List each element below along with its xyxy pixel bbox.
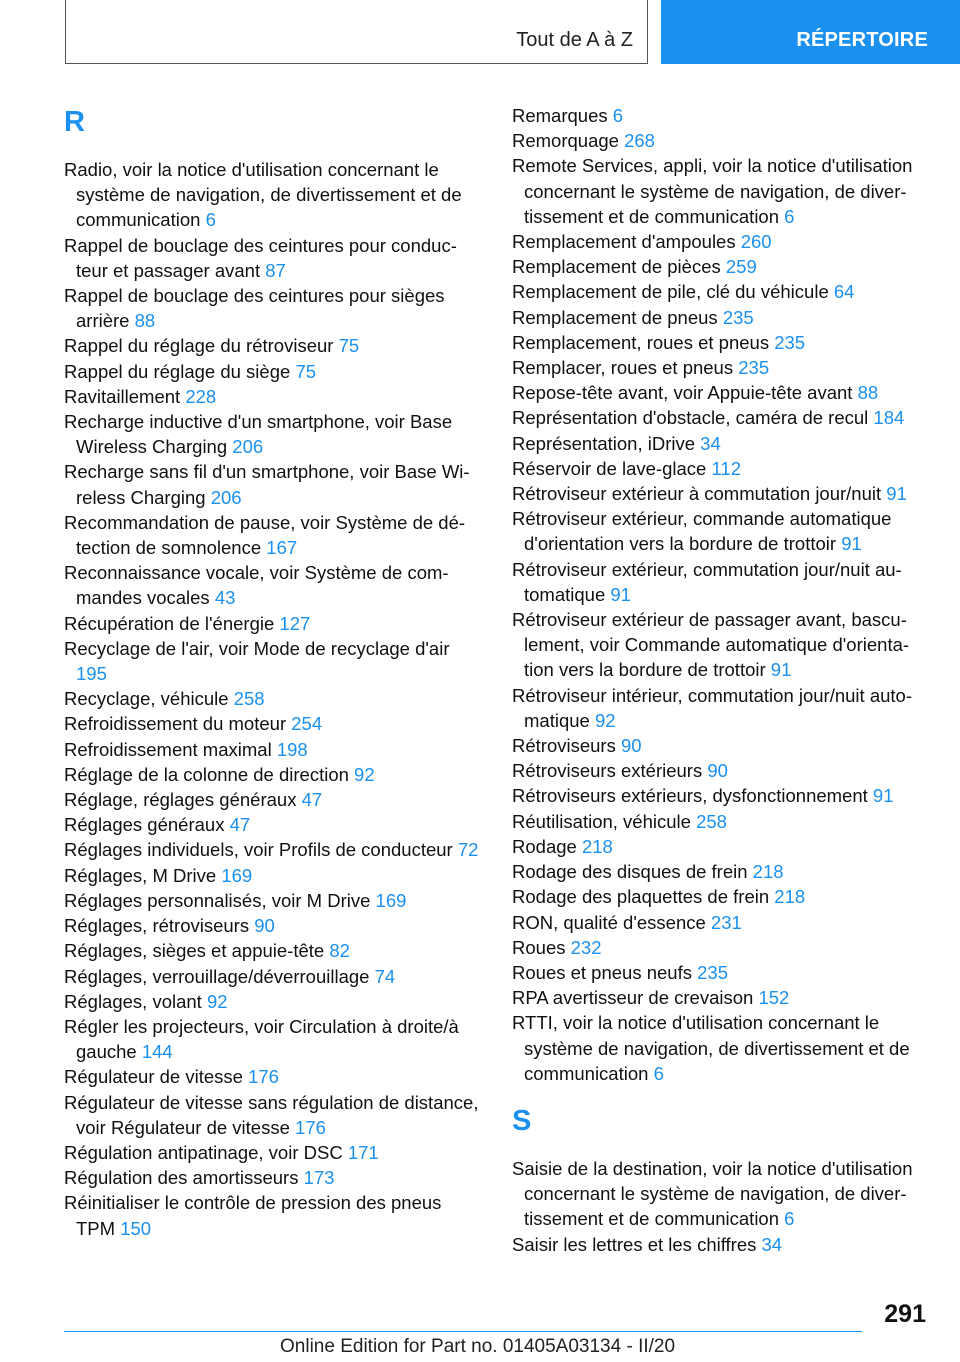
index-entry — [64, 1014, 482, 1064]
index-entry — [64, 359, 482, 384]
index-entry — [512, 279, 928, 304]
page-reference-link[interactable]: 6 — [205, 209, 216, 231]
page-reference-link[interactable]: 90 — [254, 915, 275, 937]
index-entry — [64, 888, 482, 913]
page-reference-link[interactable]: 268 — [624, 130, 655, 152]
page-reference-link[interactable]: 169 — [375, 889, 407, 911]
index-entry-text: Rodage des plaquettes de frein — [512, 886, 770, 908]
page-reference-link[interactable]: 152 — [758, 987, 790, 1009]
page-reference-link[interactable]: 150 — [120, 1217, 152, 1239]
index-entry-text: Réglages, rétroviseurs — [64, 915, 250, 937]
index-entry-text: Réglages personnalisés, voir M Drive — [64, 889, 371, 911]
index-entry — [64, 812, 482, 837]
index-entry — [512, 254, 928, 279]
index-entry-text: Rétroviseur extérieur, commande automatique d'orientation vers la bordure de trottoir — [512, 508, 892, 555]
page-reference-link[interactable]: 169 — [221, 864, 253, 886]
index-entry — [64, 384, 482, 409]
index-entry-text: Remarques — [512, 105, 608, 126]
index-entry-text: Remplacement de pièces — [512, 256, 721, 278]
index-entry — [512, 431, 928, 456]
page-reference-link[interactable]: 82 — [329, 940, 350, 962]
index-entry-text: Réglages, volant — [64, 990, 202, 1012]
index-entry — [64, 409, 482, 459]
index-entry — [512, 1156, 928, 1232]
index-entry — [512, 683, 928, 733]
index-entry-text: Régulateur de vitesse sans régulation de distance, voir Régulateur de vitesse — [64, 1091, 479, 1138]
index-entry-text: Réglages individuels, voir Profils de conducteur — [64, 839, 453, 861]
index-entry-text: Réutilisation, véhicule — [512, 810, 691, 832]
page-reference-link[interactable]: 235 — [697, 961, 729, 983]
index-entry — [64, 283, 482, 333]
index-entry-text: Représentation, iDrive — [512, 432, 696, 454]
index-entry-text: Représentation d'obstacle, caméra de recul — [512, 407, 869, 429]
footer-divider — [64, 1331, 862, 1332]
page-reference-link[interactable]: 127 — [279, 612, 311, 634]
page-reference-link[interactable]: 231 — [710, 911, 742, 933]
page-reference-link[interactable]: 195 — [76, 663, 107, 685]
index-entry — [64, 510, 482, 560]
index-entry-text: Rétroviseur extérieur de passager avant, basculement, voir Commande automatique d'orientation vers la bordure de trottoir — [512, 609, 910, 681]
index-entry — [512, 305, 928, 330]
index-entry-text: Réglages, M Drive — [64, 864, 217, 886]
index-entry — [64, 989, 482, 1014]
page-reference-link[interactable]: 92 — [206, 990, 228, 1012]
index-entry-text: Réglages, sièges et appuie-tête — [64, 940, 325, 962]
index-entry — [512, 506, 928, 556]
index-entry-text: Rétroviseur intérieur, commutation jour/nuit automatique — [512, 684, 913, 731]
index-entry-text: Roues — [512, 936, 566, 958]
tab-index-label: Tout de A à Z — [516, 29, 633, 51]
index-entry-text: Récupération de l'énergie — [64, 612, 275, 634]
page-reference-link[interactable]: 254 — [291, 713, 323, 735]
index-entry — [512, 229, 928, 254]
index-entry — [512, 1010, 928, 1086]
index-entry-text: Rappel de bouclage des ceintures pour sièges arrière — [64, 285, 445, 332]
index-entry — [512, 330, 928, 355]
index-entry-text: Réinitialiser le contrôle de pression des pneus TPM — [64, 1192, 442, 1239]
tab-repertoire-label: RÉPERTOIRE — [796, 29, 928, 51]
index-entry — [64, 737, 482, 762]
index-entry-text: Rodage des disques de frein — [512, 861, 748, 883]
page-reference-link[interactable]: 91 — [610, 583, 631, 605]
index-entry — [512, 355, 928, 380]
index-entry — [64, 863, 482, 888]
page-reference-link[interactable]: 171 — [347, 1141, 379, 1163]
page-reference-link[interactable]: 90 — [620, 735, 642, 757]
index-column-left — [64, 103, 482, 1241]
index-entry — [512, 481, 928, 506]
index-entry-text: Radio, voir la notice d'utilisation concernant le système de navigation, de divertissement et de communication — [64, 159, 462, 231]
index-entry-text: Réglage, réglages généraux — [64, 789, 297, 811]
index-entry-text: RON, qualité d'essence — [512, 911, 706, 933]
index-entry — [64, 1190, 482, 1240]
index-entry-text: RPA avertisseur de crevaison — [512, 987, 754, 1009]
page-reference-link[interactable]: 74 — [374, 965, 396, 987]
page-reference-link[interactable]: 176 — [248, 1066, 279, 1088]
page-reference-link[interactable]: 206 — [210, 486, 242, 508]
page-reference-link[interactable]: 47 — [229, 814, 251, 836]
index-entry — [64, 459, 482, 509]
page-reference-link[interactable]: 235 — [738, 357, 770, 379]
index-entry-text: Recyclage, véhicule — [64, 688, 229, 710]
page-reference-link[interactable]: 112 — [711, 457, 741, 479]
index-entry — [64, 964, 482, 989]
index-entry — [64, 837, 482, 862]
index-entry — [512, 103, 928, 128]
index-entry — [64, 762, 482, 787]
page-reference-link[interactable]: 6 — [653, 1062, 664, 1084]
index-entry-text: Rétroviseurs extérieurs, dysfonctionnement — [512, 785, 868, 807]
index-entry — [64, 1090, 482, 1140]
index-entry-text: Saisie de la destination, voir la notice d'utilisation concernant le système de navigation, de divertissement et de communication — [512, 1157, 913, 1230]
page-reference-link[interactable]: 218 — [581, 835, 613, 857]
page-reference-link[interactable]: 6 — [784, 205, 795, 227]
footer-edition: Online Edition for Part no. 01405A03134 - II/20 — [280, 1336, 676, 1357]
index-entry — [512, 884, 928, 909]
index-entry — [512, 380, 928, 405]
index-entry-text: Réservoir de lave-glace — [512, 457, 707, 479]
page-reference-link[interactable]: 91 — [770, 659, 792, 681]
index-list-s — [512, 1156, 928, 1257]
index-entry — [512, 1232, 928, 1257]
index-entry — [64, 938, 482, 963]
page-reference-link[interactable]: 90 — [707, 760, 728, 782]
index-entry — [512, 733, 928, 758]
page-reference-link[interactable]: 173 — [303, 1167, 335, 1189]
index-entry — [64, 157, 482, 233]
index-entry-text: Rodage — [512, 835, 577, 857]
section-letter-s: S — [512, 1104, 532, 1137]
page-reference-link[interactable]: 34 — [761, 1233, 783, 1255]
index-entry — [512, 607, 928, 683]
page-reference-link[interactable]: 47 — [301, 789, 323, 811]
page-reference-link[interactable]: 91 — [841, 533, 862, 555]
page-reference-link[interactable]: 75 — [295, 360, 317, 382]
index-entry-text: Rappel de bouclage des ceintures pour conducteur et passager avant — [64, 234, 457, 281]
index-entry — [512, 935, 928, 960]
index-entry — [64, 787, 482, 812]
index-entry — [512, 859, 928, 884]
index-entry-text: Recharge sans fil d'un smartphone, voir Base Wireless Charging — [64, 461, 470, 508]
page-reference-link[interactable]: 72 — [457, 839, 479, 861]
index-entry — [512, 985, 928, 1010]
index-entry — [512, 758, 928, 783]
index-entry-text: Refroidissement maximal — [64, 738, 272, 760]
index-entry — [512, 910, 928, 935]
index-entry-text: Saisir les lettres et les chiffres — [512, 1233, 757, 1255]
index-column-right — [512, 103, 928, 1257]
page-number: 291 — [884, 1300, 926, 1328]
index-entry-text: Rétroviseurs — [512, 735, 616, 757]
page-reference-link[interactable]: 6 — [784, 1208, 795, 1230]
index-entry-text: Remorquage — [512, 130, 619, 152]
index-entry-text: Remplacement, roues et pneus — [512, 331, 770, 353]
index-entry-text: Régler les projecteurs, voir Circulation à droite/à gauche — [64, 1015, 459, 1063]
index-entry — [64, 1064, 482, 1089]
index-entry-text: Rappel du réglage du siège — [64, 360, 291, 382]
page-reference-link[interactable]: 258 — [696, 810, 727, 832]
page-reference-link[interactable]: 92 — [594, 709, 616, 731]
page-reference-link[interactable]: 218 — [752, 861, 784, 883]
index-entry-text: Refroidissement du moteur — [64, 713, 287, 735]
page-reference-link[interactable]: 34 — [700, 432, 721, 454]
index-entry-text: Reconnaissance vocale, voir Système de commandes vocales — [64, 562, 449, 609]
page-reference-link[interactable]: 88 — [134, 310, 156, 332]
index-entry-text: Ravitaillement — [64, 385, 181, 407]
page-reference-link[interactable]: 88 — [857, 382, 879, 404]
index-entry-text: RTTI, voir la notice d'utilisation concernant le système de navigation, de divertissement et de communication — [512, 1012, 910, 1084]
index-entry-text: Roues et pneus neufs — [512, 961, 692, 983]
index-entry-text: Repose-tête avant, voir Appuie-tête avant — [512, 382, 853, 404]
page-reference-link[interactable]: 43 — [214, 587, 236, 609]
index-entry-text: Réglages, verrouillage/déverrouillage — [64, 965, 370, 987]
index-entry — [64, 1140, 482, 1165]
index-entry-text: Rappel du réglage du rétroviseur — [64, 335, 334, 357]
page-reference-link[interactable]: 260 — [740, 231, 772, 253]
index-list-r-right — [512, 103, 928, 1086]
index-entry — [64, 560, 482, 610]
page-reference-link[interactable]: 75 — [338, 335, 360, 357]
page-reference-link[interactable]: 167 — [266, 537, 298, 559]
index-entry-text: Remplacement de pneus — [512, 306, 718, 328]
page-reference-link[interactable]: 92 — [354, 763, 375, 785]
index-entry — [64, 233, 482, 283]
page-reference-link[interactable]: 232 — [570, 936, 602, 958]
index-entry-text: Réglages généraux — [64, 814, 225, 836]
page-reference-link[interactable]: 144 — [141, 1041, 173, 1063]
index-entry — [64, 636, 482, 686]
index-entry-text: Recyclage de l'air, voir Mode de recyclage d'air — [64, 637, 450, 659]
index-entry-text: Rétroviseur extérieur, commutation jour/nuit automatique — [512, 558, 902, 605]
section-letter-r: R — [64, 106, 85, 138]
index-entry-text: Régulateur de vitesse — [64, 1066, 243, 1088]
index-entry-text: Régulation des amortisseurs — [64, 1167, 299, 1189]
page-reference-link[interactable]: 91 — [872, 785, 894, 807]
index-entry — [64, 611, 482, 636]
page-reference-link[interactable]: 258 — [233, 688, 265, 710]
index-entry-text: Remplacement d'ampoules — [512, 231, 736, 253]
index-entry-text: Recommandation de pause, voir Système de détection de somnolence — [64, 511, 466, 559]
page-reference-link[interactable]: 228 — [185, 385, 217, 407]
page-reference-link[interactable]: 198 — [276, 738, 308, 760]
index-entry-text: Remote Services, appli, voir la notice d'utilisation concernant le système de navigation, de divertissement et de communication — [512, 155, 913, 227]
page-reference-link[interactable]: 176 — [295, 1116, 326, 1138]
index-entry — [512, 557, 928, 607]
index-entry-text: Régulation antipatinage, voir DSC — [64, 1141, 343, 1163]
index-entry — [64, 711, 482, 736]
index-entry — [64, 913, 482, 938]
index-entry — [512, 960, 928, 985]
index-list-r-left — [64, 157, 482, 1241]
page-reference-link[interactable]: 218 — [774, 886, 806, 908]
index-entry — [512, 809, 928, 834]
index-entry — [64, 686, 482, 711]
index-entry — [512, 783, 928, 808]
index-entry-text: Remplacement de pile, clé du véhicule — [512, 281, 829, 303]
page-reference-link[interactable]: 184 — [873, 407, 905, 429]
tab-repertoire[interactable] — [661, 0, 960, 64]
page-reference-link[interactable]: 87 — [265, 259, 286, 281]
page-reference-link[interactable]: 64 — [833, 281, 855, 303]
page-reference-link[interactable]: 259 — [725, 256, 757, 278]
tab-index-a-z[interactable] — [65, 0, 648, 64]
index-entry-text: Recharge inductive d'un smartphone, voir Base Wireless Charging — [64, 411, 453, 458]
index-entry — [512, 456, 928, 481]
index-entry — [64, 333, 482, 358]
index-entry — [512, 834, 928, 859]
index-entry — [512, 405, 928, 430]
index-entry-text: Réglage de la colonne de direction — [64, 763, 349, 785]
index-entry — [512, 153, 928, 229]
page-reference-link[interactable]: 6 — [612, 105, 624, 126]
index-entry — [64, 1165, 482, 1190]
page-reference-link[interactable]: 206 — [232, 436, 264, 458]
page-reference-link[interactable]: 235 — [722, 306, 754, 328]
page-reference-link[interactable]: 235 — [774, 331, 806, 353]
index-entry-text: Rétroviseurs extérieurs — [512, 760, 703, 782]
index-entry-text: Remplacer, roues et pneus — [512, 357, 734, 379]
index-entry-text: Rétroviseur extérieur à commutation jour/nuit — [512, 483, 882, 505]
index-entry — [512, 128, 928, 153]
page-reference-link[interactable]: 91 — [886, 483, 907, 505]
